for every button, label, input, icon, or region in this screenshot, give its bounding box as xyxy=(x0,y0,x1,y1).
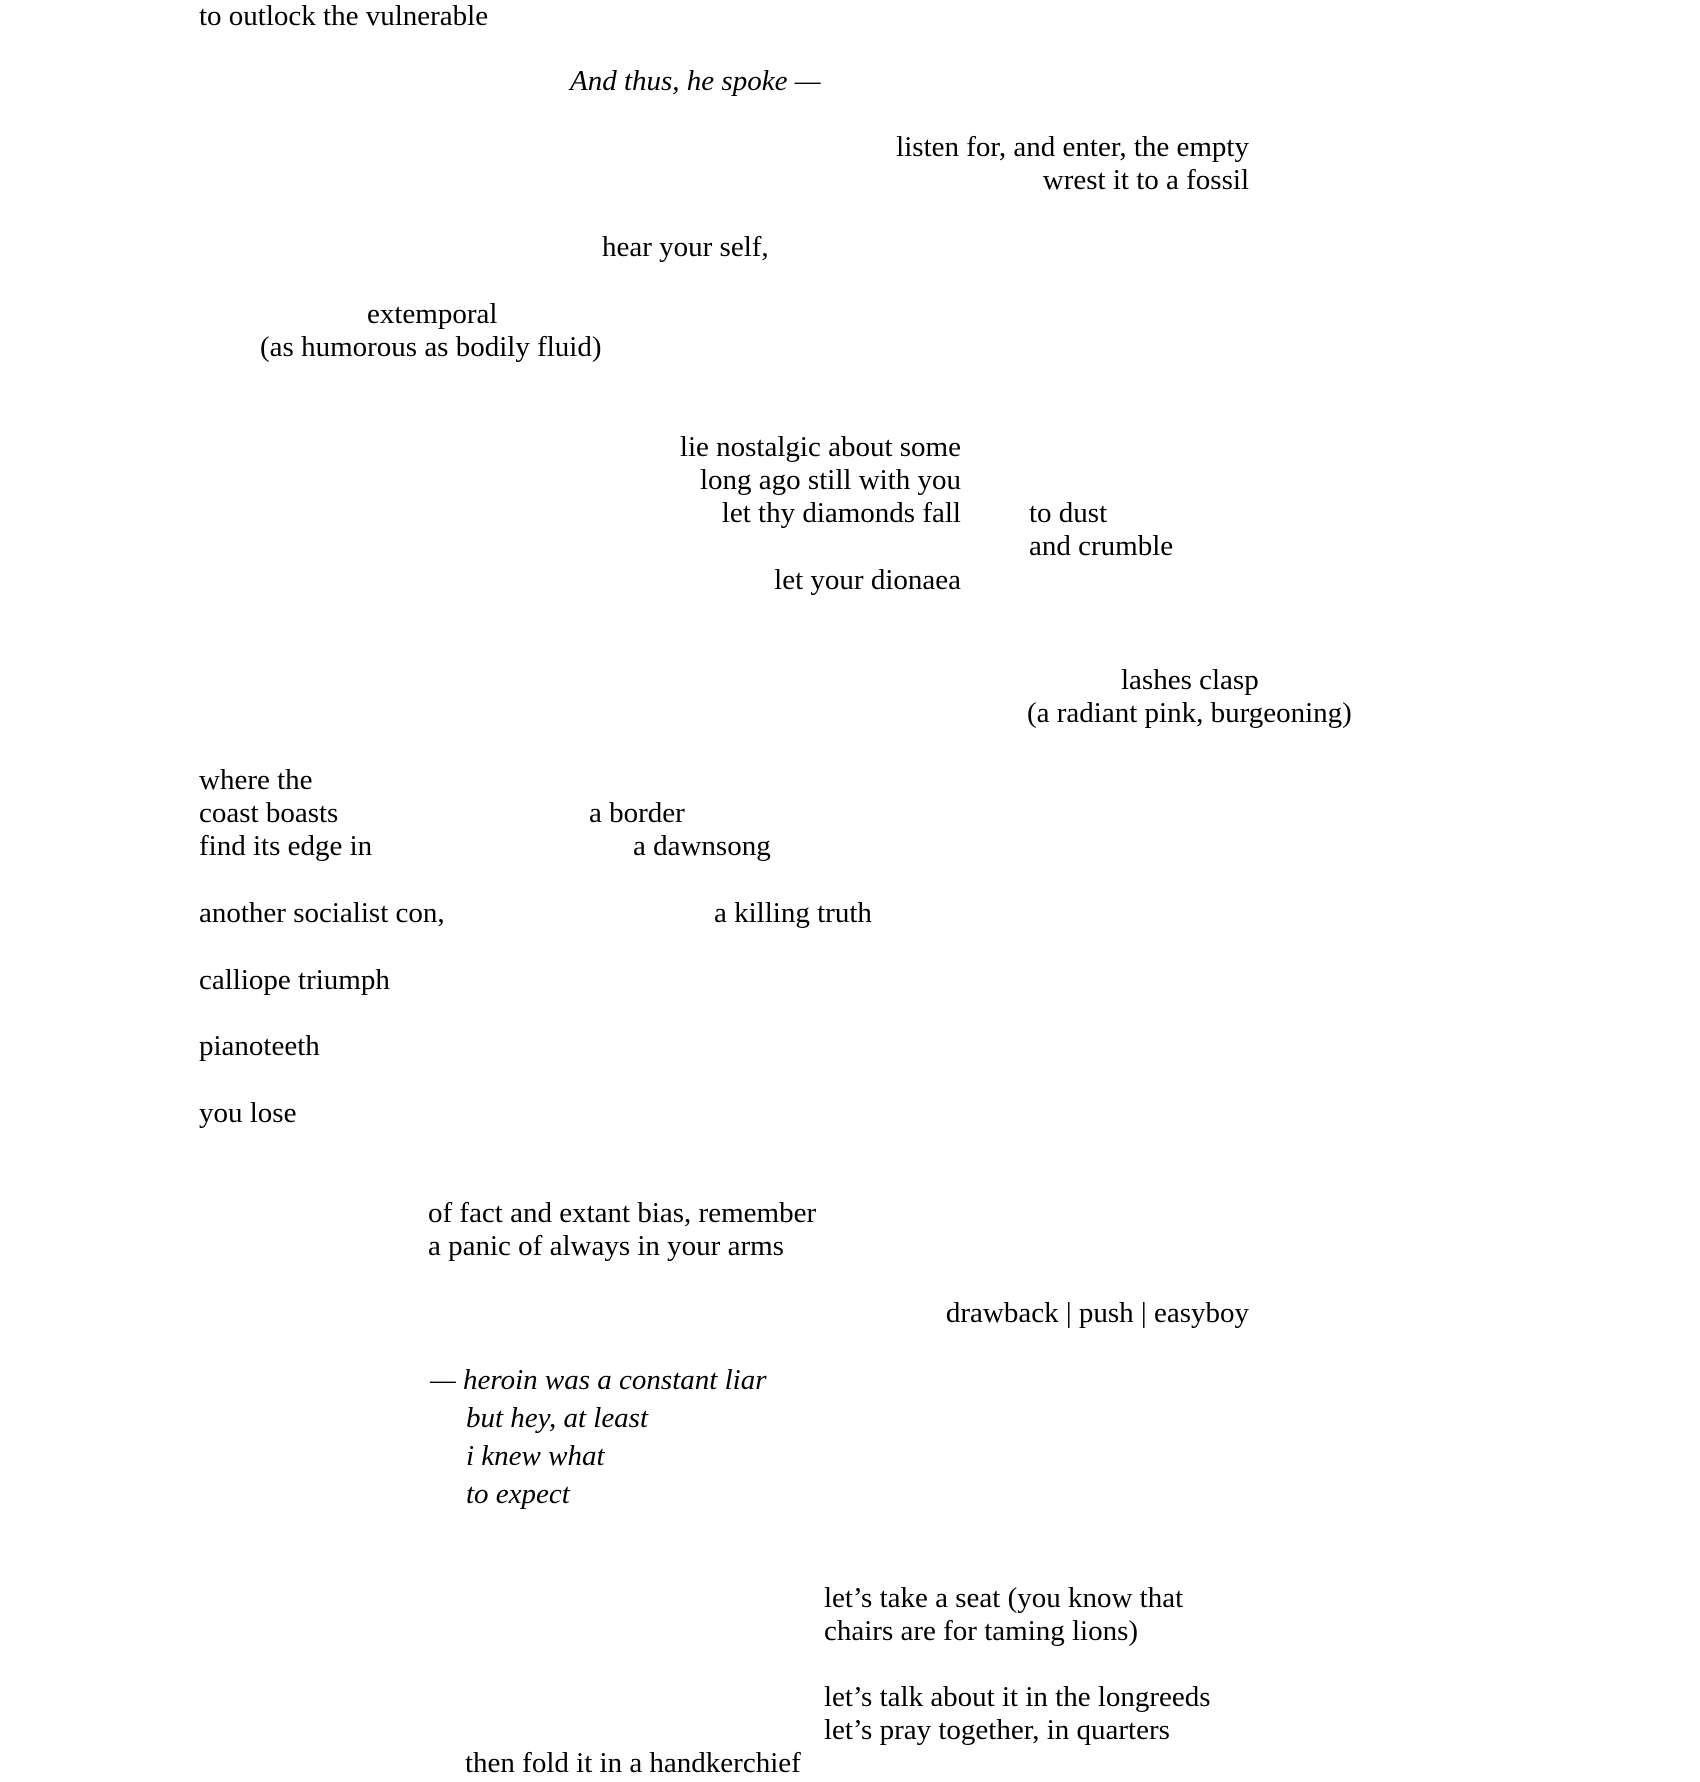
poem-line: you lose xyxy=(199,1097,297,1129)
poem-line: of fact and extant bias, remember xyxy=(428,1197,817,1229)
poem-line-italic: i knew what xyxy=(466,1440,605,1472)
poem-line-italic: to expect xyxy=(466,1478,570,1510)
poem-line: then fold it in a handkerchief xyxy=(465,1747,801,1779)
poem-line: extemporal xyxy=(367,298,498,330)
poem-line: a killing truth xyxy=(714,897,872,929)
poem-line-italic: — heroin was a constant liar xyxy=(430,1364,767,1396)
poem-line: let thy diamonds fall xyxy=(721,497,961,529)
poem-line: a border xyxy=(589,797,685,829)
poem-line: chairs are for taming lions) xyxy=(824,1615,1139,1647)
poem-line: lashes clasp xyxy=(1121,664,1259,696)
poem-line: drawback | push | easyboy xyxy=(945,1297,1249,1329)
poem-line: to dust xyxy=(1029,497,1108,529)
poem-line: pianoteeth xyxy=(199,1030,320,1062)
poem-line: let’s pray together, in quarters xyxy=(824,1714,1170,1746)
poem-line: where the xyxy=(199,764,313,796)
poem-line: calliope triumph xyxy=(199,964,390,996)
poem-line-italic: And thus, he spoke — xyxy=(570,65,821,97)
poem-line: a panic of always in your arms xyxy=(428,1230,784,1262)
poem-line: find its edge in xyxy=(199,830,373,862)
poem-line: a dawnsong xyxy=(633,830,771,862)
poem-line: let your dionaea xyxy=(774,564,961,596)
poem-line: coast boasts xyxy=(199,797,339,829)
poem-line: let’s talk about it in the longreeds xyxy=(824,1681,1211,1713)
poem-line: to outlock the vulnerable xyxy=(199,0,489,32)
poem-line: wrest it to a fossil xyxy=(1042,164,1249,196)
poem-line-italic: but hey, at least xyxy=(466,1402,649,1434)
poem-line: listen for, and enter, the empty xyxy=(896,131,1249,163)
poem-line: (a radiant pink, burgeoning) xyxy=(1027,697,1352,729)
poem-line: lie nostalgic about some xyxy=(679,431,961,463)
poem-line: let’s take a seat (you know that xyxy=(824,1582,1184,1614)
poem-line: long ago still with you xyxy=(700,464,961,496)
poem-line: hear your self, xyxy=(602,231,769,263)
poem-line: and crumble xyxy=(1029,530,1174,562)
poem-line: another socialist con, xyxy=(199,897,445,929)
poem-line: (as humorous as bodily fluid) xyxy=(260,331,602,363)
